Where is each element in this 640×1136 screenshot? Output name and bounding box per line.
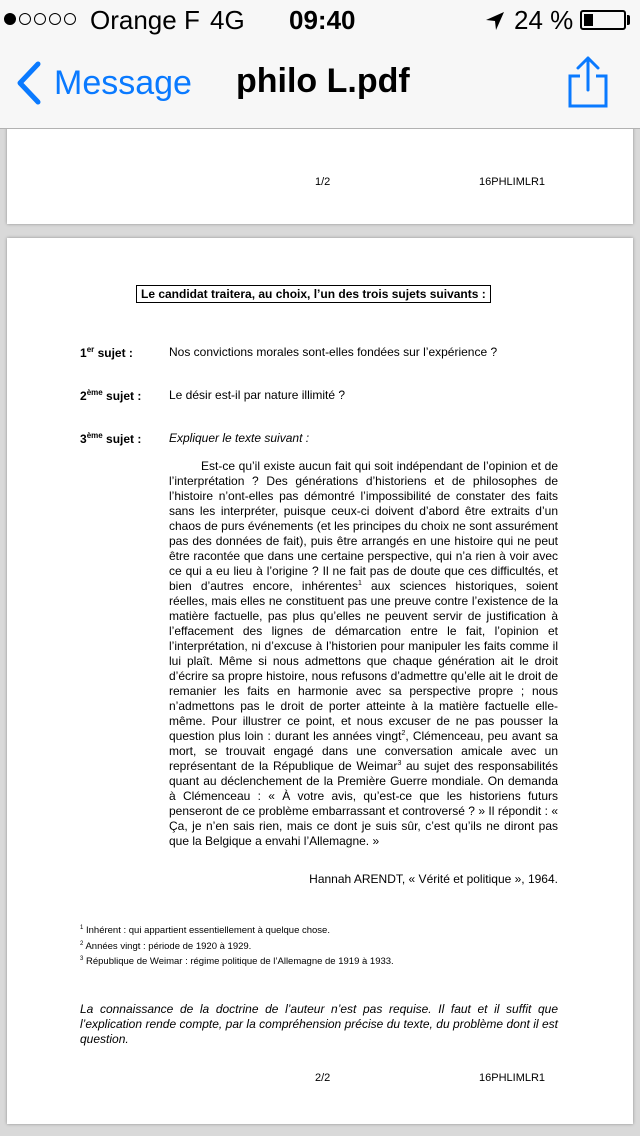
status-bar	[0, 0, 640, 40]
document-title: philo L.pdf	[236, 62, 410, 100]
citation: Hannah ARENDT, « Vérité et politique », 1964.	[309, 872, 558, 886]
sujet-3-text: Expliquer le texte suivant :	[169, 431, 310, 445]
sujet-1-text: Nos convictions morales sont-elles fondées sur l’expérience ?	[169, 345, 498, 359]
sujet-1-label: 1er sujet :	[80, 345, 133, 360]
signal-strength-icon	[4, 13, 76, 25]
exam-note: La connaissance de la doctrine de l’auteur n’est pas requise. Il faut et il suffit que l’explication rende compte, par la compréhension précise du texte, du problème dont il est question.	[80, 1002, 558, 1046]
footnotes	[80, 922, 394, 969]
battery-icon	[580, 10, 626, 30]
pdf-page-2[interactable]	[7, 238, 633, 1124]
page-number: 1/2	[315, 176, 331, 188]
footnote-1: $^1$ Inhérent : qui appartient essentiellement à quelque chose.	[80, 925, 330, 937]
location-arrow-icon	[484, 10, 506, 32]
top-bar	[0, 0, 640, 129]
document-reference: 16PHLIMLR1	[479, 176, 546, 188]
sujet-2-label: 2ème sujet :	[80, 388, 142, 403]
battery-tip	[627, 15, 630, 25]
document-reference: 16PHLIMLR1	[479, 1072, 546, 1084]
chevron-left-icon	[14, 60, 44, 106]
sujet-2-text: Le désir est-il par nature illimité ?	[169, 388, 346, 402]
footnote-2: $^2$ Années vingt : période de 1920 à 1929.	[80, 940, 252, 952]
battery-percent: 24 %	[514, 5, 574, 35]
instructions-heading: Le candidat traitera, au choix, l’un des trois sujets suivants :	[136, 285, 491, 303]
footnote-3: $^3$ République de Weimar : régime politique de l’Allemagne de 1919 à 1933.	[80, 956, 394, 968]
share-icon[interactable]	[566, 54, 610, 110]
page-number: 2/2	[315, 1072, 331, 1084]
back-button-label: Message	[54, 63, 192, 102]
status-time: 09:40	[289, 5, 356, 35]
network-type: 4G	[210, 5, 245, 35]
arendt-excerpt: Est-ce qu’il existe aucun fait qui soit indépendant de l’opinion et de l’interprétation ? Des générations d’historiens et de philosophes de l’histoire n’ont-elles pas démontré l’impossibilité de constater des faits sans les interpréter, puisque ceux-ci doivent d’abord être extraits d’un chaos de purs événements (et les principes du choix ne sont assurément pas des données de fait), puis être arrangés en une histoire qui ne peut être racontée que dans une certaine perspective, qui n’a rien à voir avec ce qui a eu lieu à l’origine ? Il ne fait pas de doute que ces difficultés, et bien d’autres encore, inhérentes$^1$ aux sciences historiques, soient réelles, mais elles ne constituent pas une preuve contre l’existence de la matière factuelle, pas plus qu’elles ne peuvent servir de justification à l’effacement des lignes de démarcation entre le fait, l’opinion et l’interprétation, ni d’excuse à l’historien pour manipuler les faits comme il lui plaît. Même si nous admettons que chaque génération ait le droit d’écrire sa propre histoire, nous refusons d’admettre qu’elle ait le droit de remanier les faits en harmonie avec sa perspective propre ; nous n’admettons pas le droit de porter atteinte à la matière factuelle elle-même. Pour illustrer ce point, et nous excuser de ne pas pousser la question plus loin : durant les années vingt$^2$, Clémenceau, peu avant sa mort, se trouvait engagé dans une conversation amicale avec un représentant de la République de Weimar$^3$ au sujet des responsabilités quant au déclenchement de la Première Guerre mondiale. On demanda à Clémenceau : « À votre avis, qu’est-ce que les historiens futurs penseront de ce problème embarrassant et controversé ? » Il répondit : « Ça, je n’en sais rien, mais ce dont je suis sûr, c’est qu’ils ne diront pas que la Belgique a envahi l’Allemagne. »	[169, 459, 558, 848]
carrier-name: Orange F	[90, 5, 200, 35]
sujet-3-label: 3ème sujet :	[80, 431, 142, 446]
back-button[interactable]	[14, 58, 192, 108]
